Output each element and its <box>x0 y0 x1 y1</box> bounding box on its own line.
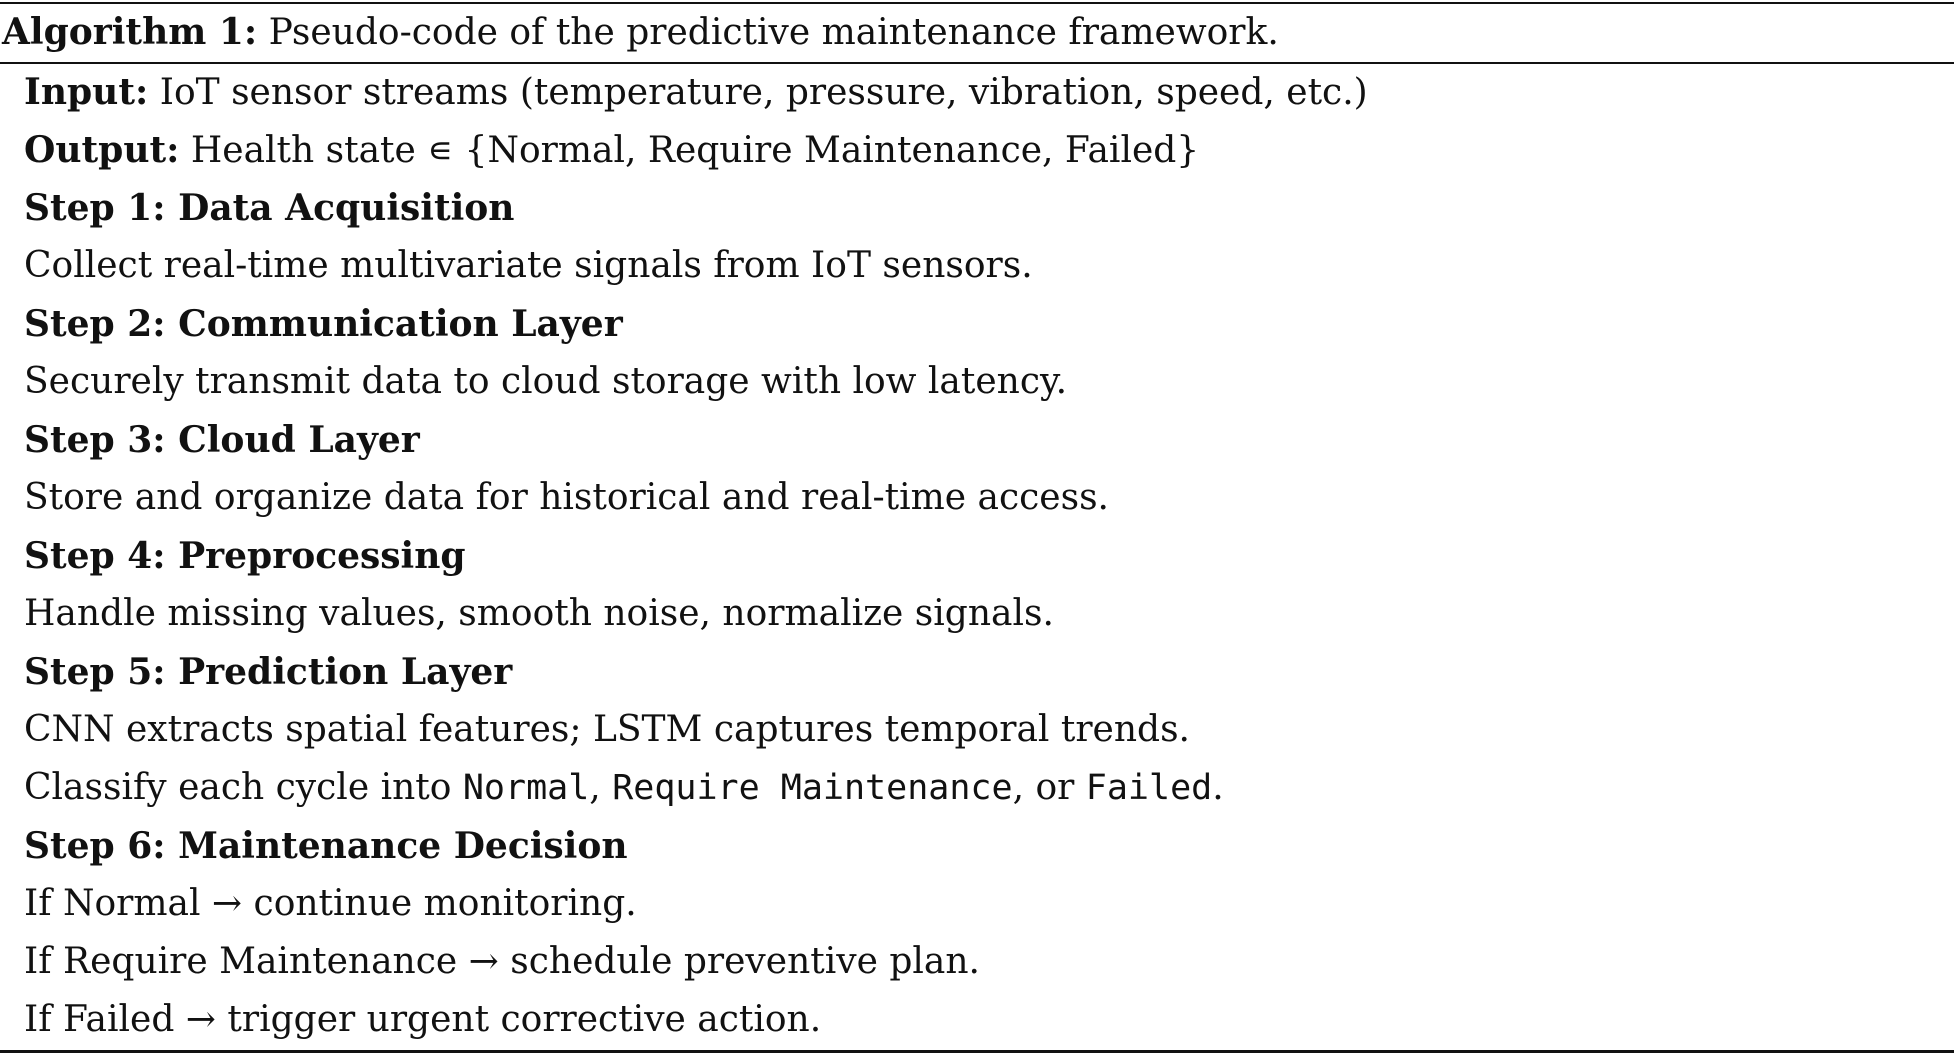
step-5-classify-line <box>24 762 1944 820</box>
output-text: Health state ∊ {Normal, Require Maintenance, Failed} <box>179 130 1200 171</box>
step-4-heading: Step 4: Preprocessing <box>24 535 466 577</box>
caption-label: Algorithm 1: <box>2 11 258 53</box>
input-line <box>24 66 1944 124</box>
step-5-line: CNN extracts spatial features; LSTM captures temporal trends. <box>24 709 1190 750</box>
classify-separator-2: , or <box>1012 767 1086 808</box>
classify-separator-1: , <box>589 767 613 808</box>
class-failed-code: Failed <box>1085 768 1213 808</box>
output-line <box>24 124 1944 182</box>
classify-suffix: . <box>1212 767 1224 808</box>
step-6-line-normal: If Normal → continue monitoring. <box>24 883 637 924</box>
input-label: Input: <box>24 71 149 113</box>
step-6-line-maintenance: If Require Maintenance → schedule preventive plan. <box>24 941 980 982</box>
step-6-line-failed: If Failed → trigger urgent corrective action. <box>24 999 822 1040</box>
input-text: IoT sensor streams (temperature, pressure, vibration, speed, etc.) <box>148 72 1368 113</box>
step-1-line: Collect real-time multivariate signals from IoT sensors. <box>24 245 1033 286</box>
algorithm-body <box>24 66 1944 1052</box>
step-3-heading: Step 3: Cloud Layer <box>24 419 420 461</box>
step-6-heading: Step 6: Maintenance Decision <box>24 825 628 867</box>
step-2-line: Securely transmit data to cloud storage with low latency. <box>24 361 1068 402</box>
caption-rule <box>0 62 1954 64</box>
top-rule <box>0 2 1954 4</box>
step-1-heading: Step 1: Data Acquisition <box>24 187 515 229</box>
step-3-line: Store and organize data for historical and real-time access. <box>24 477 1109 518</box>
step-5-heading: Step 5: Prediction Layer <box>24 651 513 693</box>
step-4-line: Handle missing values, smooth noise, normalize signals. <box>24 593 1054 634</box>
step-2-heading: Step 2: Communication Layer <box>24 303 623 345</box>
class-maintenance-code: Require Maintenance <box>612 768 1013 808</box>
caption-text: Pseudo-code of the predictive maintenance framework. <box>257 12 1279 53</box>
class-normal-code: Normal <box>462 768 590 808</box>
classify-prefix: Classify each cycle into <box>24 767 463 808</box>
algorithm-caption <box>2 6 1279 59</box>
bottom-rule <box>0 1050 1954 1053</box>
output-label: Output: <box>24 129 180 171</box>
